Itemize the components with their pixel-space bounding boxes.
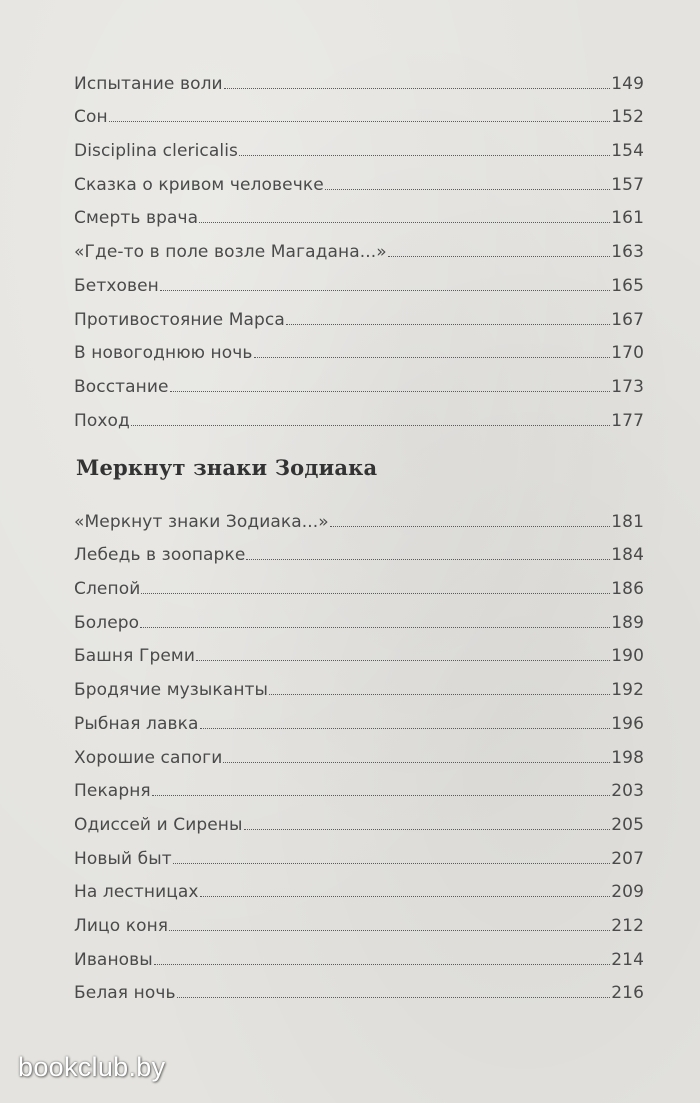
toc-entry-page: 157 xyxy=(611,174,644,195)
toc-entry-title: Болеро xyxy=(74,612,140,633)
dot-leader xyxy=(131,425,610,426)
toc-entry-title: Рыбная лавка xyxy=(74,713,199,734)
toc-entry-title: Противостояние Марса xyxy=(74,309,285,330)
toc-entry xyxy=(74,163,644,197)
toc-entry-title: В новогоднюю ночь xyxy=(74,343,253,364)
dot-leader xyxy=(169,930,610,931)
toc-entry-title: Сказка о кривом человечке xyxy=(74,174,324,195)
toc-entry xyxy=(74,298,644,332)
toc-entry-title: Disciplina clericalis xyxy=(74,141,238,162)
toc-entry-title: Башня Греми xyxy=(74,646,195,667)
toc-entry-title: Новый быт xyxy=(74,848,172,869)
dot-leader xyxy=(152,795,610,796)
toc-entry-title: Лицо коня xyxy=(74,915,169,936)
toc-entry-title: Испытание воли xyxy=(74,73,223,94)
toc-entry-page: 192 xyxy=(611,680,644,701)
toc-entry xyxy=(74,601,644,635)
toc-entry xyxy=(74,938,644,972)
toc-entry-page: 177 xyxy=(611,410,644,431)
toc-entry-page: 205 xyxy=(611,814,644,835)
dot-leader xyxy=(269,694,610,695)
toc-entry-title: На лестницах xyxy=(74,882,199,903)
toc-entry xyxy=(74,635,644,669)
toc-entry xyxy=(74,230,644,264)
dot-leader xyxy=(196,660,610,661)
toc-entry xyxy=(74,96,644,130)
toc-entry xyxy=(74,668,644,702)
dot-leader xyxy=(173,863,610,864)
toc-entry-title: Лебедь в зоопарке xyxy=(74,545,246,566)
toc-entry xyxy=(74,399,644,433)
toc-entry xyxy=(74,702,644,736)
toc-list-part2 xyxy=(74,500,644,1005)
toc-entry xyxy=(74,62,644,96)
toc-entry xyxy=(74,197,644,231)
toc-entry-page: 161 xyxy=(611,208,644,229)
toc-entry-title: Поход xyxy=(74,410,130,431)
toc-entry xyxy=(74,871,644,905)
dot-leader xyxy=(244,829,611,830)
section-heading: Меркнут знаки Зодиака xyxy=(76,455,378,480)
toc-entry-page: 184 xyxy=(611,545,644,566)
toc-entry-page: 198 xyxy=(611,747,644,768)
dot-leader xyxy=(286,324,610,325)
toc-entry xyxy=(74,904,644,938)
toc-entry-page: 189 xyxy=(611,612,644,633)
toc-entry-title: Слепой xyxy=(74,579,141,600)
dot-leader xyxy=(246,559,610,560)
toc-entry-title: Бетховен xyxy=(74,275,159,296)
toc-entry-title: Белая ночь xyxy=(74,983,176,1004)
toc-entry xyxy=(74,736,644,770)
dot-leader xyxy=(325,189,610,190)
dot-leader xyxy=(330,526,610,527)
toc-entry xyxy=(74,972,644,1006)
toc-entry-page: 212 xyxy=(611,915,644,936)
toc-entry-page: 181 xyxy=(611,511,644,532)
toc-entry-page: 203 xyxy=(611,781,644,802)
toc-entry xyxy=(74,332,644,366)
dot-leader xyxy=(160,290,610,291)
watermark: bookclub.by xyxy=(18,1052,166,1082)
toc-entry-page: 190 xyxy=(611,646,644,667)
dot-leader xyxy=(200,728,611,729)
dot-leader xyxy=(199,222,610,223)
toc-entry-page: 216 xyxy=(611,983,644,1004)
toc-entry-page: 163 xyxy=(611,242,644,263)
toc-entry xyxy=(74,500,644,534)
toc-entry-title: Смерть врача xyxy=(74,208,199,229)
toc-entry-page: 149 xyxy=(611,73,644,94)
toc-entry xyxy=(74,837,644,871)
dot-leader xyxy=(200,896,611,897)
toc-entry xyxy=(74,567,644,601)
toc-entry-page: 209 xyxy=(611,882,644,903)
toc-entry-page: 165 xyxy=(611,275,644,296)
toc-entry-page: 207 xyxy=(611,848,644,869)
toc-entry-title: Хорошие сапоги xyxy=(74,747,223,768)
toc-entry-title: Восстание xyxy=(74,376,169,397)
toc-entry xyxy=(74,129,644,163)
toc-entry xyxy=(74,534,644,568)
dot-leader xyxy=(154,964,610,965)
dot-leader xyxy=(177,997,611,998)
dot-leader xyxy=(223,762,610,763)
toc-entry-page: 214 xyxy=(611,949,644,970)
toc-entry-page: 170 xyxy=(611,343,644,364)
toc-entry-page: 196 xyxy=(611,713,644,734)
dot-leader xyxy=(254,357,611,358)
dot-leader xyxy=(224,88,611,89)
dot-leader xyxy=(170,391,611,392)
toc-entry xyxy=(74,365,644,399)
toc-entry-page: 167 xyxy=(611,309,644,330)
dot-leader xyxy=(109,121,611,122)
dot-leader xyxy=(239,155,610,156)
toc-entry-title: «Меркнут знаки Зодиака...» xyxy=(74,511,329,532)
toc-entry xyxy=(74,770,644,804)
toc-entry xyxy=(74,803,644,837)
toc-entry-title: Сон xyxy=(74,107,108,128)
toc-entry-page: 186 xyxy=(611,579,644,600)
dot-leader xyxy=(140,627,610,628)
dot-leader xyxy=(141,593,610,594)
toc-entry-title: Ивановы xyxy=(74,949,153,970)
dot-leader xyxy=(388,256,611,257)
toc-entry-title: Пекарня xyxy=(74,781,151,802)
toc-entry-title: Одиссей и Сирены xyxy=(74,814,243,835)
toc-entry-title: Бродячие музыканты xyxy=(74,680,269,701)
toc-list-part1 xyxy=(74,62,644,433)
toc-entry-page: 154 xyxy=(611,141,644,162)
toc-entry xyxy=(74,264,644,298)
toc-entry-title: «Где-то в поле возле Магадана...» xyxy=(74,242,387,263)
toc-entry-page: 152 xyxy=(611,107,644,128)
toc-entry-page: 173 xyxy=(611,376,644,397)
